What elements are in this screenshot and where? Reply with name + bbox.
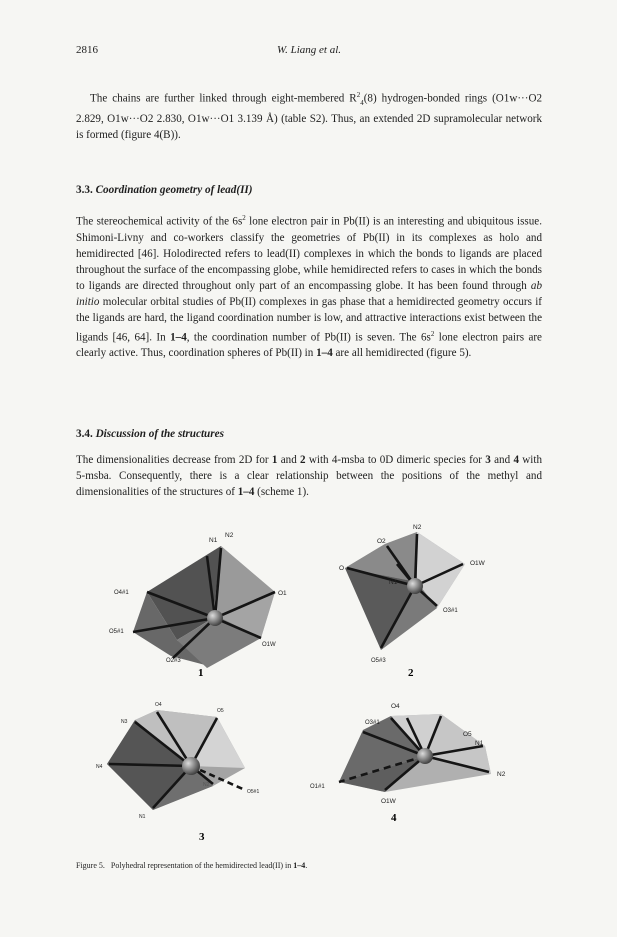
panel-number-3: 3: [199, 831, 205, 843]
label-O4: O4: [155, 702, 162, 708]
panel-number-1: 1: [198, 667, 204, 679]
label-O3-1: O3#1: [365, 720, 380, 726]
label-O1W: O1W: [470, 560, 485, 567]
label-N2: N2: [203, 782, 210, 788]
label-O2: O2: [377, 538, 386, 545]
polyhedron-3: [107, 710, 245, 810]
lead-atom: [182, 757, 200, 775]
figure-5-polyhedra: [95, 520, 527, 860]
label-O4-1: O4#1: [114, 590, 129, 596]
figure-caption: Figure 5. Polyhedral representation of the hemidirected lead(II) in 1–4.: [76, 861, 308, 870]
label-O5: O5: [217, 708, 224, 714]
label-N2: N2: [497, 771, 506, 778]
label-N4: N4: [96, 764, 103, 770]
page-number: 2816: [76, 44, 98, 56]
label-O5-1: O5#1: [109, 629, 124, 635]
label-N1: N1: [389, 579, 398, 586]
section-heading-3-4: 3.4. Discussion of the structures: [76, 428, 224, 440]
label-O5-3: O5#3: [371, 658, 386, 664]
polyhedron-4: [339, 714, 491, 792]
section-heading-3-3: 3.3. Coordination geometry of lead(II): [76, 184, 253, 196]
label-O5: O5: [463, 731, 472, 738]
label-N1: N1: [475, 740, 484, 747]
paragraph-coordination-geometry: The stereochemical activity of the $6s^2$ lone electron pair in Pb(II) is an interesting and ubiquitous issue. Shimoni-Livny and co-workers classify the geometries of Pb(II) in its complexes as holo and hemidirected [46]. Holodirected refers to lead(II) complexes in which the bonds to ligands are placed throughout the surface of the encompassing globe, while hemidirected refers to cases in which the bonds to ligands are directed throughout only part of an encompassing globe. It has been found through ab initio molecular orbital studies of Pb(II) complexes in gas phase that a hemidirected geometry occurs if the ligands are hard, the ligand coordination number is low, and attractive interactions exist between the ligands [46, 64]. In 1–4, the coordination number of Pb(II) is seven. The $6s^2$ lone electron pairs are clearly active. Thus, coordination spheres of Pb(II) in 1–4 are all hemidirected (figure 5).: [76, 214, 542, 360]
label-O1W: O1W: [262, 642, 276, 648]
label-O1W: O1W: [381, 798, 396, 805]
panel-number-2: 2: [408, 667, 414, 679]
panel-number-4: 4: [391, 812, 397, 824]
label-O1-1: O1#1: [310, 784, 325, 790]
label-N1: N1: [209, 537, 218, 544]
label-O5-1: O5#1: [247, 789, 260, 795]
label-O: O: [339, 565, 345, 572]
label-N2: N2: [225, 532, 234, 539]
label-N3: N3: [121, 719, 128, 725]
label-O2-3: O2#3: [166, 658, 181, 664]
polyhedron-1: [133, 546, 275, 668]
lead-atom: [207, 610, 223, 626]
label-N1: N1: [139, 814, 146, 820]
running-authors: W. Liang et al.: [276, 44, 342, 56]
polyhedron-2: [345, 532, 465, 650]
running-header: [76, 44, 542, 60]
lead-atom: [407, 578, 423, 594]
paragraph-hydrogen-bond-rings: The chains are further linked through eight-membered $R^2_4(8)$ hydrogen-bonded rings (O1w···O2 2.829, O1w···O2 2.830, O1w···O1 3.139 Å) (table S2). Thus, an extended 2D supramolecular network is formed (figure 4(B)).: [76, 91, 543, 141]
lead-atom: [417, 748, 433, 764]
label-N2: N2: [413, 524, 422, 531]
paragraph-discussion: The dimensionalities decrease from 2D for 1 and 2 with 4-msba to 0D dimeric species for 3 and 4 with 5-msba. Consequently, there is a clear relationship between the positions of the methyl and dimensionalities of the structures of 1–4 (scheme 1).: [76, 454, 542, 498]
label-O4: O4: [391, 703, 400, 710]
label-O1: O1: [278, 590, 287, 597]
label-O3-1: O3#1: [443, 608, 458, 614]
